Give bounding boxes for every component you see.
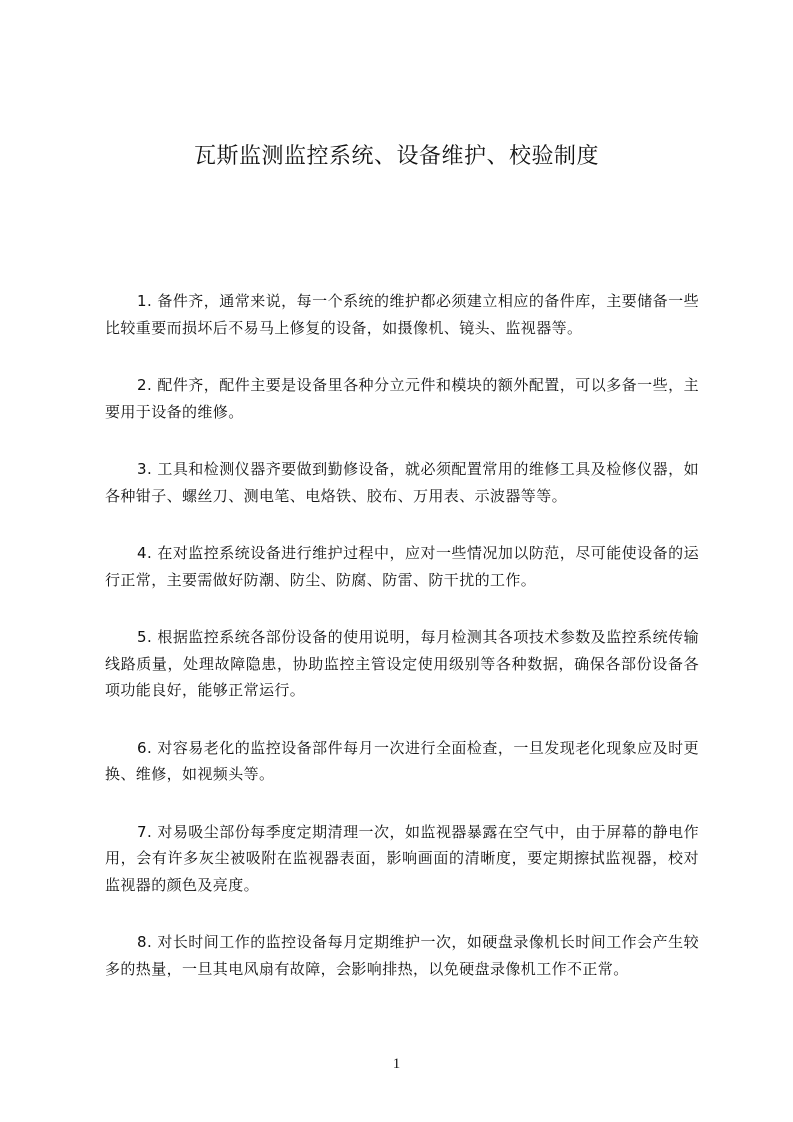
paragraph-2: 2. 配件齐，配件主要是设备里各种分立元件和模块的额外配置，可以多备一些，主要用于设备的维修。 [105,376,699,421]
page-number: 1 [392,1056,401,1072]
paragraph-8: 8. 对长时间工作的监控设备每月定期维护一次，如硬盘录像机长时间工作会产生较多的热量，一旦其电风扇有故障，会影响排热，以免硬盘录像机工作不正常。 [105,933,699,978]
paragraph-5: 5. 根据监控系统各部份设备的使用说明，每月检测其各项技术参数及监控系统传输线路质量，处理故障隐患，协助监控主管设定使用级别等各种数据，确保各部份设备各项功能良好，能够正常运行。 [105,628,699,699]
document-title: 瓦斯监测监控系统、设备维护、校验制度 [193,144,599,169]
paragraph-3: 3. 工具和检测仪器齐要做到勤修设备，就必须配置常用的维修工具及检修仪器，如各种钳子、螺丝刀、测电笔、电烙铁、胶布、万用表、示波器等等。 [105,460,699,505]
paragraph-6: 6. 对容易老化的监控设备部件每月一次进行全面检查，一旦发现老化现象应及时更换、维修，如视频头等。 [105,738,699,783]
paragraph-1: 1. 备件齐，通常来说，每一个系统的维护都必须建立相应的备件库，主要储备一些比较重要而损坏后不易马上修复的设备，如摄像机、镜头、监视器等。 [105,292,699,337]
document-body [105,288,699,1013]
paragraph-4: 4. 在对监控系统设备进行维护过程中，应对一些情况加以防范，尽可能使设备的运行正常，主要需做好防潮、防尘、防腐、防雷、防干扰的工作。 [105,544,699,589]
paragraph-7: 7. 对易吸尘部份每季度定期清理一次，如监视器暴露在空气中，由于屏幕的静电作用，会有许多灰尘被吸附在监视器表面，影响画面的清晰度，要定期擦拭监视器，校对监视器的颜色及亮度。 [105,822,699,894]
